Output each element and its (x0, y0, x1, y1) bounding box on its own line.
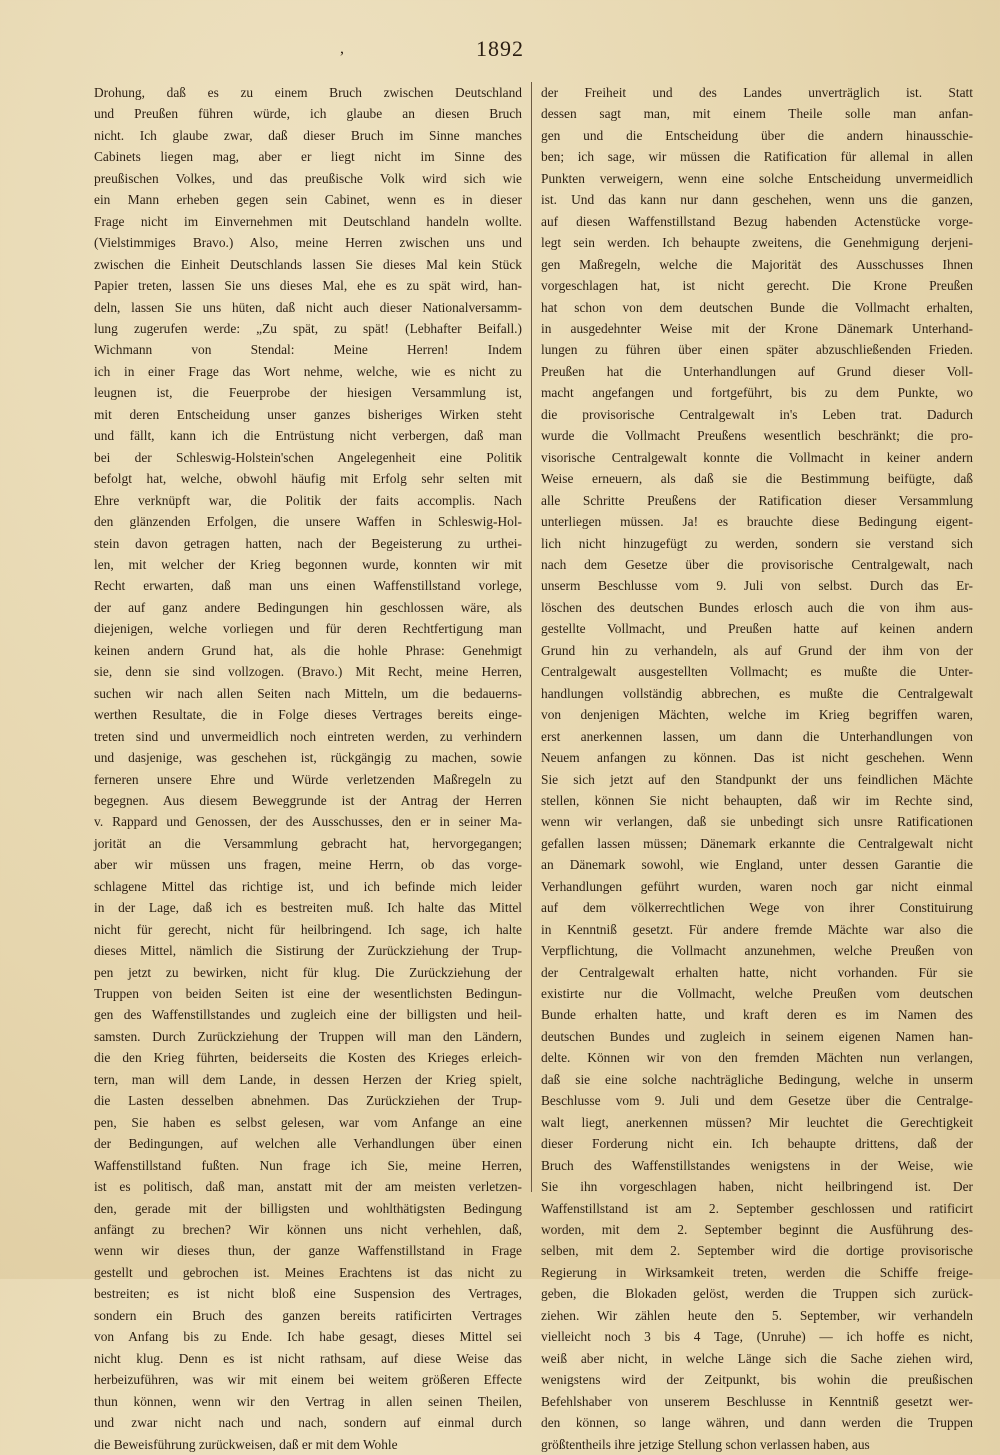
text-line: und zwar nicht nach und nach, sondern auf einmal durch (94, 1415, 522, 1431)
text-line: gefallen lassen müssen; Dänemark erkannte die Centralgewalt nicht (541, 835, 973, 851)
text-line: Beschlusse vom 9. Juli und dem Gesetze über die Centralge- (541, 1093, 973, 1109)
text-line: bei der Schleswig-Holstein'schen Angelegenheit eine Politik (94, 449, 522, 465)
text-line: Bruch des Waffenstillstandes wenigstens in der Weise, wie (541, 1157, 973, 1173)
text-line: Waffenstillstand fußten. Nun frage ich Sie, meine Herren, (94, 1157, 522, 1173)
text-line: löschen des deutschen Bundes erlosch auch die von ihm aus- (541, 599, 973, 615)
text-line: bestreiten; es ist nicht bloß eine Suspension des Vertrages, (94, 1286, 522, 1302)
text-line: gen und die Entscheidung über die andern hinausschie- (541, 127, 973, 143)
text-line: keinen andern Grund hat, als die hohle Phrase: Genehmigt (94, 642, 522, 658)
text-line: Truppen von beiden Seiten ist eine der wesentlichsten Bedingun- (94, 986, 522, 1002)
text-line: werthen Resultate, die in Folge dieses Vertrages bereits einge- (94, 707, 522, 723)
text-line: Sie sich jetzt auf den Standpunkt der uns feindlichen Mächte (541, 771, 973, 787)
text-line: die Beweisführung zurückweisen, daß er mit dem Wohle (94, 1436, 398, 1452)
text-line: auf dem völkerrechtlichen Wege von ihrer Constituirung (541, 900, 973, 916)
text-line: nicht. Ich glaube zwar, daß dieser Bruch im Sinne manches (94, 127, 522, 143)
text-line: Bunde erhalten hatte, und kraft deren es im Namen des (541, 1007, 973, 1023)
text-line: treten sind und unvermeidlich noch eintreten werden, zu verhindern (94, 728, 522, 744)
text-line: der Freiheit und des Landes unverträglich ist. Statt (541, 85, 973, 100)
text-line: handlungen vollständig abbrechen, es mußte die Centralgewalt (541, 685, 973, 701)
text-line: selben, mit dem 2. September wird die dortige provisorische (541, 1243, 973, 1259)
text-line: nicht klug. Denn es ist nicht rathsam, auf diese Weise das (94, 1350, 522, 1366)
text-line: daß sie eine solche nachträgliche Bedingung, welche in unserm (541, 1071, 973, 1087)
text-line: walt liegt, anerkennen müssen? Mir leuchtet die Gerechtigkeit (541, 1114, 973, 1130)
text-line: vielleicht noch 3 bis 4 Tage, (Unruhe) — ich hoffe es nicht, (541, 1329, 973, 1345)
text-line: ich in einer Frage das Wort nehme, welche, wie es nicht zu (94, 363, 522, 379)
text-line: ein Mann erheben gegen sein Cabinet, wenn es in dieser (94, 192, 522, 208)
text-line: len, mit welcher der Krieg begonnen wurde, konnten wir mit (94, 556, 522, 572)
text-line: herbeizuführen, was wir mit einem bei weitem größeren Effecte (94, 1372, 522, 1388)
text-line: preußischen Volkes, und das preußische Volk wird sich wie (94, 170, 522, 186)
text-line: den können, so lange währen, und dann werden die Truppen (541, 1415, 973, 1431)
text-line: gen Maßregeln, welche die Majorität des Ausschusses Ihnen (541, 256, 973, 272)
text-line: macht angefangen und fortgeführt, bis zu dem Punkte, wo (541, 385, 973, 401)
text-line: gen des Waffenstillstandes und zugleich eine der billigsten und heil- (94, 1007, 522, 1023)
text-line: der auf ganz andere Bedingungen hin geschlossen wäre, als (94, 599, 522, 615)
text-line: (Vielstimmiges Bravo.) Also, meine Herren zwischen uns und (94, 235, 522, 251)
text-line: die provisorische Centralgewalt in's Leben trat. Dadurch (541, 406, 973, 422)
text-line: Recht erwarten, daß man uns einen Waffenstillstand vorlege, (94, 578, 522, 594)
text-line: Waffenstillstand ist am 2. September geschlossen und ratificirt (541, 1200, 973, 1216)
text-line: deutschen Bundes und zugleich in seinem eigenen Namen han- (541, 1028, 973, 1044)
text-line: Centralgewalt ausgestellten Vollmacht; es mußte die Unter- (541, 664, 973, 680)
text-line: und dasjenige, was geschehen ist, rückgängig zu machen, sowie (94, 750, 522, 766)
text-line: stellen, können Sie nicht behaupten, daß wir im Rechte sind, (541, 792, 973, 808)
text-line: delte. Können wir von den fremden Mächten nun verlangen, (541, 1050, 973, 1066)
text-line: diejenigen, welche vorliegen und für deren Rechtfertigung man (94, 621, 522, 637)
text-line: Punkten verweigern, wenn eine solche Entscheidung unvermeidlich (541, 170, 973, 186)
text-line: an Dänemark sowohl, wie England, unter dessen Garantie die (541, 857, 973, 873)
right-column (541, 82, 973, 1452)
text-line: Grund hin zu verhandeln, als auf Grund der ihm von der (541, 642, 973, 658)
text-line: pen, Sie haben es selbst gelesen, war vom Anfange an eine (94, 1114, 522, 1130)
text-line: visorische Centralgewalt konnte die Vollmacht in keiner andern (541, 449, 973, 465)
text-line: existirte nur die Vollmacht, welche Preußen vom deutschen (541, 986, 973, 1002)
text-line: Frage nicht im Einvernehmen mit Deutschland handeln wollte. (94, 213, 522, 229)
text-line: begegnen. Aus diesem Beweggrunde ist der Antrag der Herren (94, 792, 522, 808)
text-line: und Preußen führen würde, ich glaube an diesen Bruch (94, 106, 522, 122)
text-line: Sie ihn vorgeschlagen haben, nicht heilbringend ist. Der (541, 1179, 973, 1195)
text-line: Verhandlungen geführt wurden, waren noch gar nicht einmal (541, 878, 973, 894)
text-line: in Kenntniß gesetzt. Für andere fremde Mächte war also die (541, 921, 973, 937)
text-line: erst anerkennen lassen, um dann die Unterhandlungen von (541, 728, 973, 744)
text-line: sie, denn sie sind vollzogen. (Bravo.) Mit Recht, meine Herren, (94, 664, 522, 680)
text-line: nicht für gerecht, nicht für heilbringend. Ich sage, ich halte (94, 921, 522, 937)
text-line: tern, man will dem Lande, in dessen Herzen der Krieg spielt, (94, 1071, 522, 1087)
text-line: und fällt, kann ich die Entrüstung nicht verbergen, daß man (94, 428, 522, 444)
text-line: gestellt und gebrochen ist. Meines Erachtens ist das nicht zu (94, 1264, 522, 1280)
text-line: wurde die Vollmacht Preußens wesentlich beschränkt; die pro- (541, 428, 973, 444)
text-line: Weise erneuern, als daß sie die Bestimmung beifügte, daß (541, 471, 973, 487)
text-line: lung zugerufen werde: „Zu spät, zu spät! (Lebhafter Beifall.) (94, 320, 522, 336)
text-line: von Anfang bis zu Ende. Ich habe gesagt, dieses Mittel sei (94, 1329, 522, 1345)
text-line: thun können, wenn wir den Vertrag in allen seinen Theilen, (94, 1393, 522, 1409)
column-divider (531, 82, 532, 1192)
text-line: dieses Mittel, nämlich die Sistirung der Zurückziehung der Trup- (94, 943, 522, 959)
text-line: dieser Forderung nicht ein. Ich behaupte drittens, daß der (541, 1136, 973, 1152)
text-line: die Lasten desselben abnehmen. Das Zurückziehen der Trup- (94, 1093, 522, 1109)
text-line: auf diesen Waffenstillstand Bezug habenden Actenstücke vorge- (541, 213, 973, 229)
text-line: Befehlshaber von unserem Beschlusse in Kenntniß gesetzt wer- (541, 1393, 973, 1409)
text-line: suchen wir nach allen Seiten nach Mitteln, um die bedauerns- (94, 685, 522, 701)
text-line: in der Lage, daß ich es bestreiten muß. Ich halte das Mittel (94, 900, 522, 916)
text-line: leugnen ist, die Feuerprobe der hiesigen Versammlung ist, (94, 385, 522, 401)
text-line: weiß aber nicht, in welche Länge sich die Sache ziehen wird, (541, 1350, 973, 1366)
text-line: Cabinets liegen mag, aber er liegt nicht im Sinne des (94, 149, 522, 165)
page-number: 1892 (476, 36, 524, 61)
text-line: gestellte Vollmacht, und Preußen hatte auf keinen andern (541, 621, 973, 637)
text-line: hat schon von dem deutschen Bunde die Vollmacht erhalten, (541, 299, 973, 315)
text-line: pen jetzt zu bewirken, nicht für klug. Die Zurückziehung der (94, 964, 522, 980)
text-line: worden, mit dem 2. September beginnt die Ausführung des- (541, 1222, 973, 1238)
text-line: Ehre verknüpft war, die Politik der faits accomplis. Nach (94, 492, 522, 508)
text-line: alle Schritte Preußens der Ratification dieser Versammlung (541, 492, 973, 508)
text-line: größtentheils ihre jetzige Stellung schon verlassen haben, aus (541, 1436, 870, 1452)
text-line: nach dem Gesetze über die provisorische Centralgewalt, nach (541, 556, 973, 572)
text-line: der Centralgewalt erhalten hatte, nicht vorhanden. Für sie (541, 964, 973, 980)
text-line: Regierung in Wirksamkeit treten, werden die Schiffe freige- (541, 1264, 973, 1280)
text-line: Neuem anfangen zu können. Das ist nicht geschehen. Wenn (541, 750, 973, 766)
text-line: jorität an die Versammlung gebracht hat, hervorgegangen; (94, 835, 522, 851)
text-line: sondern ein Bruch des ganzen bereits ratificirten Vertrages (94, 1307, 522, 1323)
text-line: unserm Beschlusse vom 9. Juli von selbst. Durch das Er- (541, 578, 973, 594)
text-line: geben, die Blokaden gelöst, werden die Truppen sich zurück- (541, 1286, 973, 1302)
text-line: lungen zu führen über einen später abzuschließenden Frieden. (541, 342, 973, 358)
text-line: unterliegen müssen. Ja! es brauchte diese Bedingung eigent- (541, 514, 973, 530)
text-line: dessen sagt man, mit einem Theile solle man anfan- (541, 106, 973, 122)
text-line: Drohung, daß es zu einem Bruch zwischen Deutschland (94, 85, 522, 100)
text-line: wenn wir verlangen, daß sie unbedingt sich unsre Ratificationen (541, 814, 973, 830)
text-line: stein davon getragen hatten, nach der Begeisterung zu urthei- (94, 535, 522, 551)
text-line: samsten. Durch Zurückziehung der Truppen will man den Ländern, (94, 1028, 522, 1044)
page-mark: , (340, 40, 344, 57)
text-line: ist es politisch, daß man, anstatt mit der am meisten verletzen- (94, 1179, 522, 1195)
text-line: in ausgedehnter Weise mit der Krone Dänemark Unterhand- (541, 320, 973, 336)
text-line: der Bedingungen, auf welchen alle Verhandlungen über einen (94, 1136, 522, 1152)
text-line: ist. Und das kann nur dann geschehen, wenn uns die ganzen, (541, 192, 973, 208)
text-line: die den Krieg führten, beiderseits die Kosten des Krieges erleich- (94, 1050, 522, 1066)
text-line: wenn wir dieses thun, der ganze Waffenstillstand in Frage (94, 1243, 522, 1259)
text-line: mit deren Entscheidung unser ganzes bisheriges Wirken steht (94, 406, 522, 422)
text-line: den glänzenden Erfolgen, die unsere Waffen in Schleswig-Hol- (94, 514, 522, 530)
text-line: von denjenigen Mächten, welche im Krieg begriffen waren, (541, 707, 973, 723)
text-line: zwischen die Einheit Deutschlands lassen Sie dieses Mal kein Stück (94, 256, 522, 272)
text-line: deln, lassen Sie uns hüten, daß nicht auch dieser Nationalversamm- (94, 299, 522, 315)
text-line: ferneren unsere Ehre und Würde verletzenden Maßregeln zu (94, 771, 522, 787)
text-line: ziehen. Wir zählen heute den 5. September, wir verhandeln (541, 1307, 973, 1323)
text-line: ben; ich sage, wir müssen die Ratification für allemal in allen (541, 149, 973, 165)
text-line: den, gerade mit der billigsten und wohlthätigsten Bedingung (94, 1200, 522, 1216)
text-line: legt sein werden. Ich behaupte zweitens, die Genehmigung derjeni- (541, 235, 973, 251)
text-line: v. Rappard und Genossen, der des Ausschusses, den er in seiner Ma- (94, 814, 522, 830)
text-line: aber wir müssen uns fragen, meine Herrn, ob das vorge- (94, 857, 522, 873)
text-line: vorgeschlagen hat, ist nicht gerecht. Die Krone Preußen (541, 278, 973, 294)
text-line: Preußen hat die Unterhandlungen auf Grund dieser Voll- (541, 363, 973, 379)
text-line: schlagene Mittel das richtige ist, und ich befinde mich leider (94, 878, 522, 894)
text-line: Papier treten, lassen Sie uns dieses Mal, ehe es zu spät wird, han- (94, 278, 522, 294)
text-line: Wichmann von Stendal: Meine Herren! Indem (94, 342, 522, 358)
text-line: anfängt zu brechen? Wir können uns nicht verhehlen, daß, (94, 1222, 522, 1238)
text-line: Verpflichtung, die Vollmacht anzunehmen, welche Preußen von (541, 943, 973, 959)
text-line: lich nicht hinzugefügt zu werden, sondern sie verstand sich (541, 535, 973, 551)
left-column (94, 82, 522, 1452)
text-line: wenigstens wird der Zeitpunkt, bis wohin die preußischen (541, 1372, 973, 1388)
text-line: befolgt hat, welche, obwohl häufig mit Erfolg sehr selten mit (94, 471, 522, 487)
